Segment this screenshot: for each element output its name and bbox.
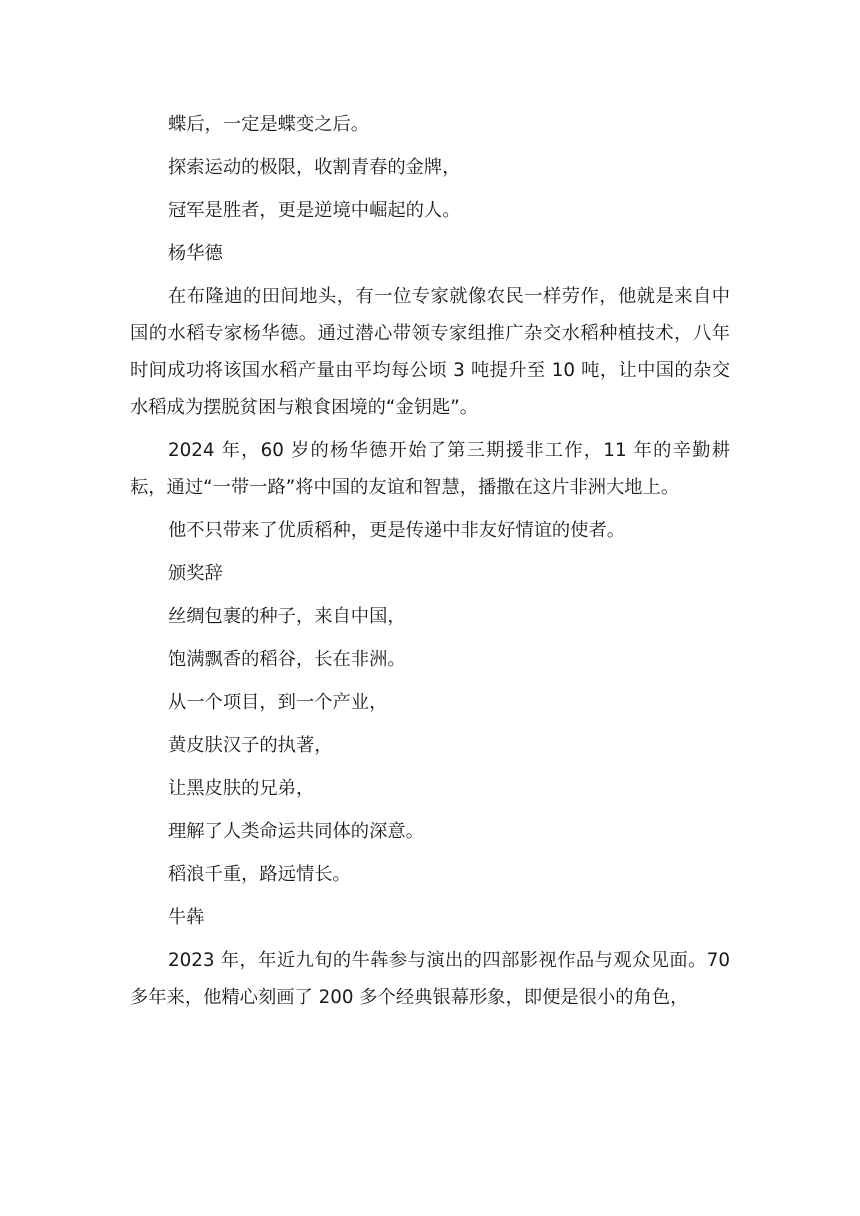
paragraph-11: 从一个项目，到一个产业，	[168, 692, 388, 713]
section-heading-yang-huade: 杨华德	[168, 243, 223, 264]
paragraph-10: 饱满飘香的稻谷，长在非洲。	[168, 649, 406, 670]
paragraph-1: 蝶后，一定是蝶变之后。	[168, 114, 370, 135]
paragraph-17: 2023 年，年近九旬的牛犇参与演出的四部影视作品与观众见面。70 多年来，他精心刻画了 200 多个经典银幕形象，即便是很小的角色，	[130, 950, 730, 1008]
section-heading-niu-ben: 牛犇	[168, 907, 205, 928]
paragraph-15: 稻浪千重，路远情长。	[168, 864, 351, 885]
paragraph-5: 在布隆迪的田间地头，有一位专家就像农民一样劳作，他就是来自中国的水稻专家杨华德。通过潜心带领专家组推广杂交水稻种植技术，八年时间成功将该国水稻产量由平均每公顷 3 吨提升至 10 吨，让中国的杂交水稻成为摆脱贫困与粮食困境的“金钥匙”。	[130, 286, 730, 418]
paragraph-2: 探索运动的极限，收割青春的金牌，	[168, 157, 461, 178]
paragraph-6: 2024 年，60 岁的杨华德开始了第三期援非工作，11 年的辛勤耕耘，通过“一带一路”将中国的友谊和智慧，播撒在这片非洲大地上。	[130, 440, 730, 498]
paragraph-13: 让黑皮肤的兄弟，	[168, 778, 315, 799]
section-heading-award-speech: 颁奖辞	[168, 563, 223, 584]
paragraph-3: 冠军是胜者，更是逆境中崛起的人。	[168, 200, 461, 221]
paragraph-14: 理解了人类命运共同体的深意。	[168, 821, 424, 842]
paragraph-9: 丝绸包裹的种子，来自中国，	[168, 606, 406, 627]
paragraph-7: 他不只带来了优质稻种，更是传递中非友好情谊的使者。	[168, 520, 626, 541]
paragraph-12: 黄皮肤汉子的执著，	[168, 735, 333, 756]
document-body	[130, 106, 730, 1016]
